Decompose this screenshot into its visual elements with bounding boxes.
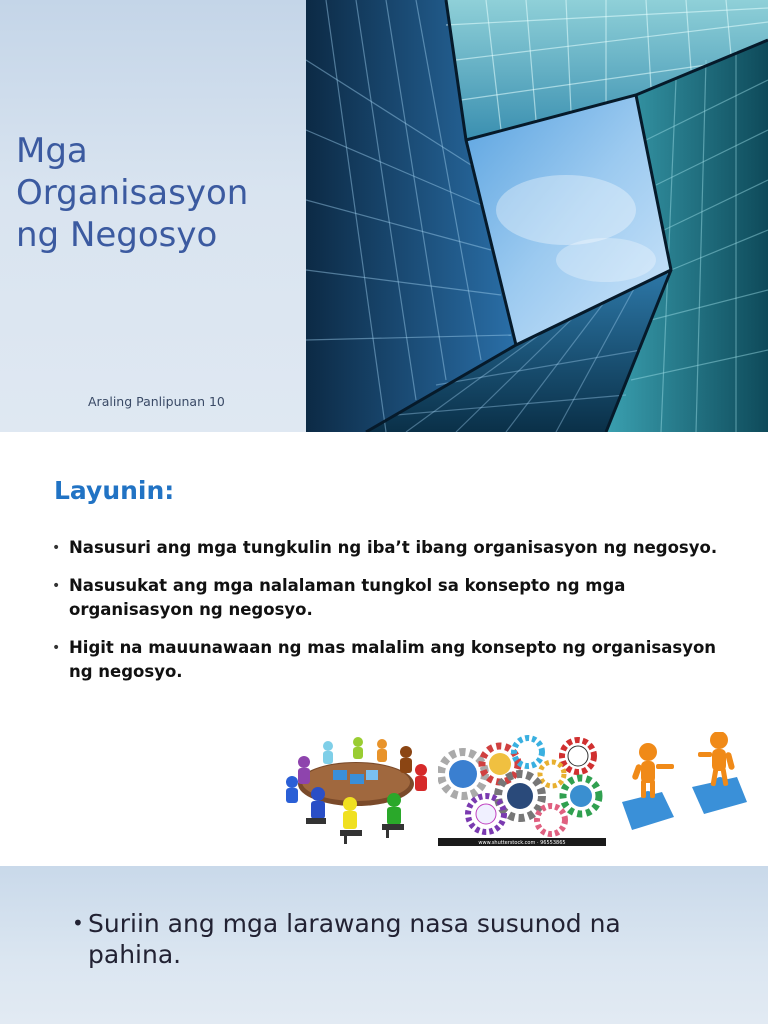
list-item: [52, 574, 732, 622]
glass-building-sky-photo: [306, 0, 768, 432]
objectives-slide: [0, 432, 768, 866]
title-line-3: ng Negosyo: [16, 215, 218, 255]
objective-text: Nasusuri ang mga tungkulin ng iba’t ibang organisasyon ng negosyo.: [69, 538, 718, 557]
slide-subtitle: Araling Panlipunan 10: [88, 394, 225, 409]
instruction-item: [72, 908, 712, 970]
objectives-heading: Layunin:: [54, 476, 175, 505]
objectives-list: [52, 536, 732, 698]
title-panel: [0, 0, 306, 432]
objective-text: Higit na mauunawaan ng mas malalim ang konsepto ng organisasyon ng negosyo.: [69, 638, 717, 681]
puzzle-people-illustration: [612, 732, 752, 837]
bullet-icon: •: [52, 640, 61, 656]
objective-text: Nasusukat ang mga nalalaman tungkol sa konsepto ng mga organisasyon ng negosyo.: [69, 576, 626, 619]
title-line-1: Mga: [16, 131, 88, 171]
bullet-icon: •: [72, 911, 84, 935]
gear-caption: www.shutterstock.com · 96553865: [478, 840, 566, 846]
title-line-2: Organisasyon: [16, 173, 249, 213]
gears-illustration: [438, 734, 608, 846]
list-item: [52, 536, 732, 560]
bullet-icon: •: [52, 540, 61, 556]
instruction-text: Suriin ang mga larawang nasa susunod na pahina.: [88, 909, 621, 969]
slide-title: [16, 130, 302, 256]
glass-building-photo: [306, 0, 768, 432]
title-slide: [0, 0, 768, 432]
bullet-icon: •: [52, 578, 61, 594]
list-item: [52, 636, 732, 684]
meeting-table-illustration: [278, 732, 433, 844]
instruction-slide: [0, 866, 768, 1024]
